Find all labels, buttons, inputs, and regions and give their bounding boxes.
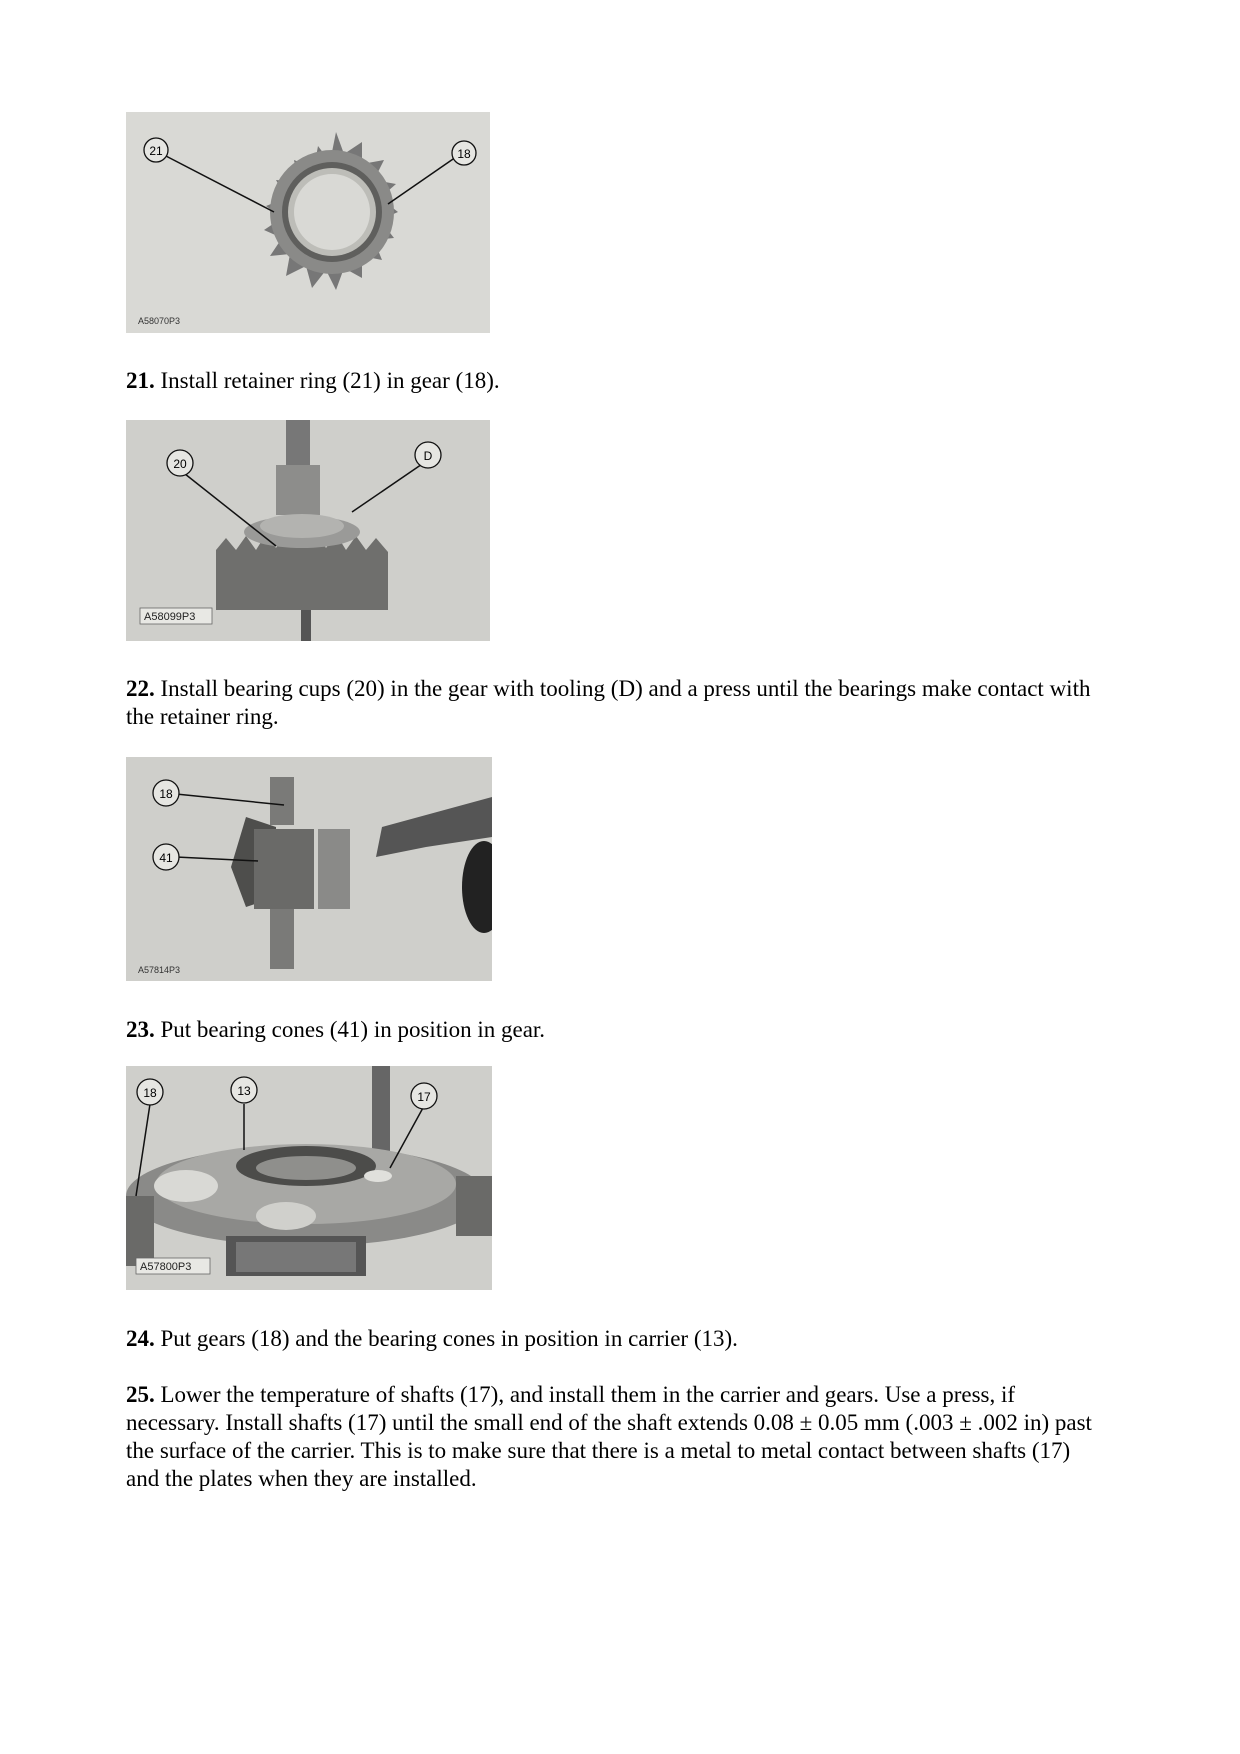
- callout-label: 20: [173, 457, 187, 471]
- callout-label: 41: [159, 851, 173, 865]
- step-text: Install retainer ring (21) in gear (18).: [154, 368, 500, 393]
- step-23: [126, 1016, 1106, 1044]
- step-number: 23.: [126, 1017, 155, 1042]
- callout-label: 18: [143, 1086, 157, 1100]
- step-number: 22.: [126, 676, 155, 701]
- step-22: [126, 675, 1106, 731]
- callout-label: 13: [237, 1084, 251, 1098]
- figure-code: A58070P3: [138, 316, 181, 326]
- step-text: Lower the temperature of shafts (17), and install them in the carrier and gears. Use a press, if necessary. Install shafts (17) until the small end of the shaft extends 0.08 ± 0.05 mm (.003 ± .002 in) past the surface of the carrier. This is to make sure that there is a metal to metal contact between shafts (17) and the plates when they are installed.: [126, 1382, 1092, 1491]
- step-text: Put gears (18) and the bearing cones in position in carrier (13).: [154, 1326, 738, 1351]
- step-text: Put bearing cones (41) in position in gear.: [154, 1017, 546, 1042]
- figure-bearing-cones: [126, 757, 492, 981]
- figure-carrier-assembly: [126, 1066, 492, 1290]
- callout-label: D: [423, 449, 433, 463]
- step-number: 21.: [126, 368, 155, 393]
- figure-code: A57800P3: [140, 1261, 192, 1273]
- callout-label: 17: [417, 1090, 431, 1104]
- callout-label: 18: [159, 787, 173, 801]
- step-25: [126, 1381, 1106, 1493]
- step-number: 24.: [126, 1326, 155, 1351]
- step-text: Install bearing cups (20) in the gear with tooling (D) and a press until the bearings make contact with the retainer ring.: [126, 676, 1091, 729]
- callout-label: 18: [457, 147, 471, 161]
- figure-gear-retainer-ring: [126, 112, 490, 333]
- step-21: [126, 367, 1106, 395]
- figure-bearing-cups-tooling: [126, 420, 490, 641]
- step-number: 25.: [126, 1382, 155, 1407]
- figure-code: A57814P3: [138, 965, 181, 975]
- step-24: [126, 1325, 1106, 1353]
- callout-label: 21: [149, 144, 163, 158]
- figure-code: A58099P3: [144, 611, 196, 623]
